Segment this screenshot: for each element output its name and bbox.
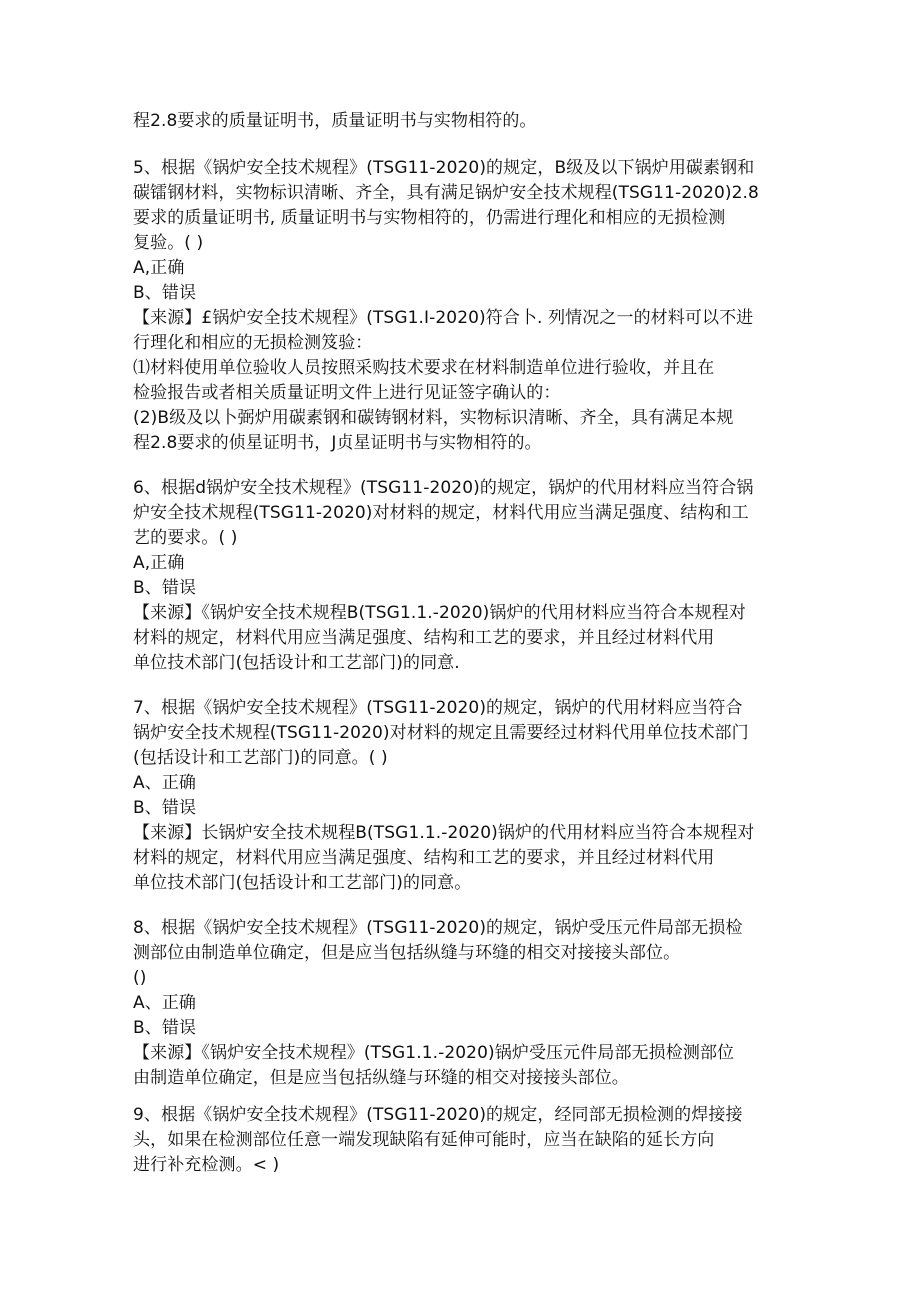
question-7-text: 锅炉安全技术规程(TSG11-2020)对材料的规定且需要经过材料代用单位技术部门 xyxy=(133,723,749,743)
question-8-source: 由制造单位确定，但是应当包括纵缝与环缝的相交对接接头部位。 xyxy=(133,1068,629,1088)
question-5-source: 程2.8要求的侦星证明书，J贞星证明书与实物相符的。 xyxy=(133,433,542,453)
question-9-text: 头，如果在检测部位任意一端发现缺陷有延伸可能时，应当在缺陷的延长方向 xyxy=(133,1130,715,1150)
question-5-source: ⑴材料使用单位验收人员按照采购技术要求在材料制造单位进行验收，并且在 xyxy=(133,358,715,378)
question-5-text: 5、根据《锅炉安全技术规程》(TSG11-2020)的规定，B级及以下锅炉用碳素钢和 xyxy=(133,158,755,178)
question-7-option-a: A、正确 xyxy=(133,773,197,793)
question-5-text: 要求的质量证明书, 质量证明书与实物相符的，仍需进行理化和相应的无损检测 xyxy=(133,208,726,228)
question-6-option-b: B、错误 xyxy=(133,578,197,598)
question-5-source: 检验报告或者相关质量证明文件上进行见证签字确认的： xyxy=(133,383,561,403)
question-5-text: 复验。( ) xyxy=(133,233,204,253)
question-5-source: 【来源】£锅炉安全技术规程》(TSG1.I-2020)符合卜. 列情况之一的材料可以不进 xyxy=(133,308,754,328)
question-7-option-b: B、错误 xyxy=(133,798,197,818)
question-7-source: 材料的规定，材料代用应当满足强度、结构和工艺的要求，并且经过材料代用 xyxy=(133,848,715,868)
question-5-source: (2)B级及以卜弼炉用碳素钢和碳铸钢材料，实物标识清晰、齐全，具有满足本规 xyxy=(133,408,734,428)
question-8-option-b: B、错误 xyxy=(133,1018,197,1038)
question-9-text: 进行补充检测。< ) xyxy=(133,1155,280,1175)
question-7-source: 单位技术部门(包括设计和工艺部门)的同意。 xyxy=(133,873,472,893)
question-7-text: (包括设计和工艺部门)的同意。( ) xyxy=(133,748,388,768)
question-7-source: 【来源】长锅炉安全技术规程B(TSG1.1.-2020)锅炉的代用材料应当符合本规程对 xyxy=(133,823,755,843)
question-6-source: 单位技术部门(包括设计和工艺部门)的同意. xyxy=(133,653,460,673)
question-8-text: 8、根据《锅炉安全技术规程》(TSG11-2020)的规定，锅炉受压元件局部无损检 xyxy=(133,918,743,938)
question-6-text: 6、根据d锅炉安全技术规程》(TSG11-2020)的规定，锅炉的代用材料应当符合锅 xyxy=(133,478,754,498)
question-9-text: 9、根据《锅炉安全技术规程》(TSG11-2020)的规定，经同部无损检测的焊接接 xyxy=(133,1105,743,1125)
question-5-option-b: B、错误 xyxy=(133,283,197,303)
question-7-text: 7、根据《锅炉安全技术规程》(TSG11-2020)的规定，锅炉的代用材料应当符合 xyxy=(133,698,743,718)
question-8-text: () xyxy=(133,968,147,988)
question-6-source: 【来源】《锅炉安全技术规程B(TSG1.1.-2020)锅炉的代用材料应当符合本规程对 xyxy=(133,603,746,623)
question-8-source: 【来源】《锅炉安全技术规程》(TSG1.1.-2020)锅炉受压元件局部无损检测部位 xyxy=(133,1043,735,1063)
question-6-text: 炉安全技术规程(TSG11-2020)对材料的规定，材料代用应当满足强度、结构和工 xyxy=(133,503,749,523)
question-6-option-a: A,正确 xyxy=(133,553,185,573)
question-5-source: 行理化和相应的无损检测笈验： xyxy=(133,333,373,353)
question-8-text: 测部位由制造单位确定，但是应当包括纵缝与环缝的相交对接接头部位。 xyxy=(133,943,681,963)
question-5-option-a: A,正确 xyxy=(133,258,185,278)
intro-line: 程2.8要求的质量证明书，质量证明书与实物相符的。 xyxy=(133,111,537,131)
question-6-text: 艺的要求。( ) xyxy=(133,528,238,548)
question-8-option-a: A、正确 xyxy=(133,993,197,1013)
question-6-source: 材料的规定，材料代用应当满足强度、结构和工艺的要求，并且经过材料代用 xyxy=(133,628,715,648)
question-5-text: 碳镭钢材料，实物标识清晰、齐全，具有满足锅炉安全技术规程(TSG11-2020)2.8 xyxy=(133,183,759,203)
